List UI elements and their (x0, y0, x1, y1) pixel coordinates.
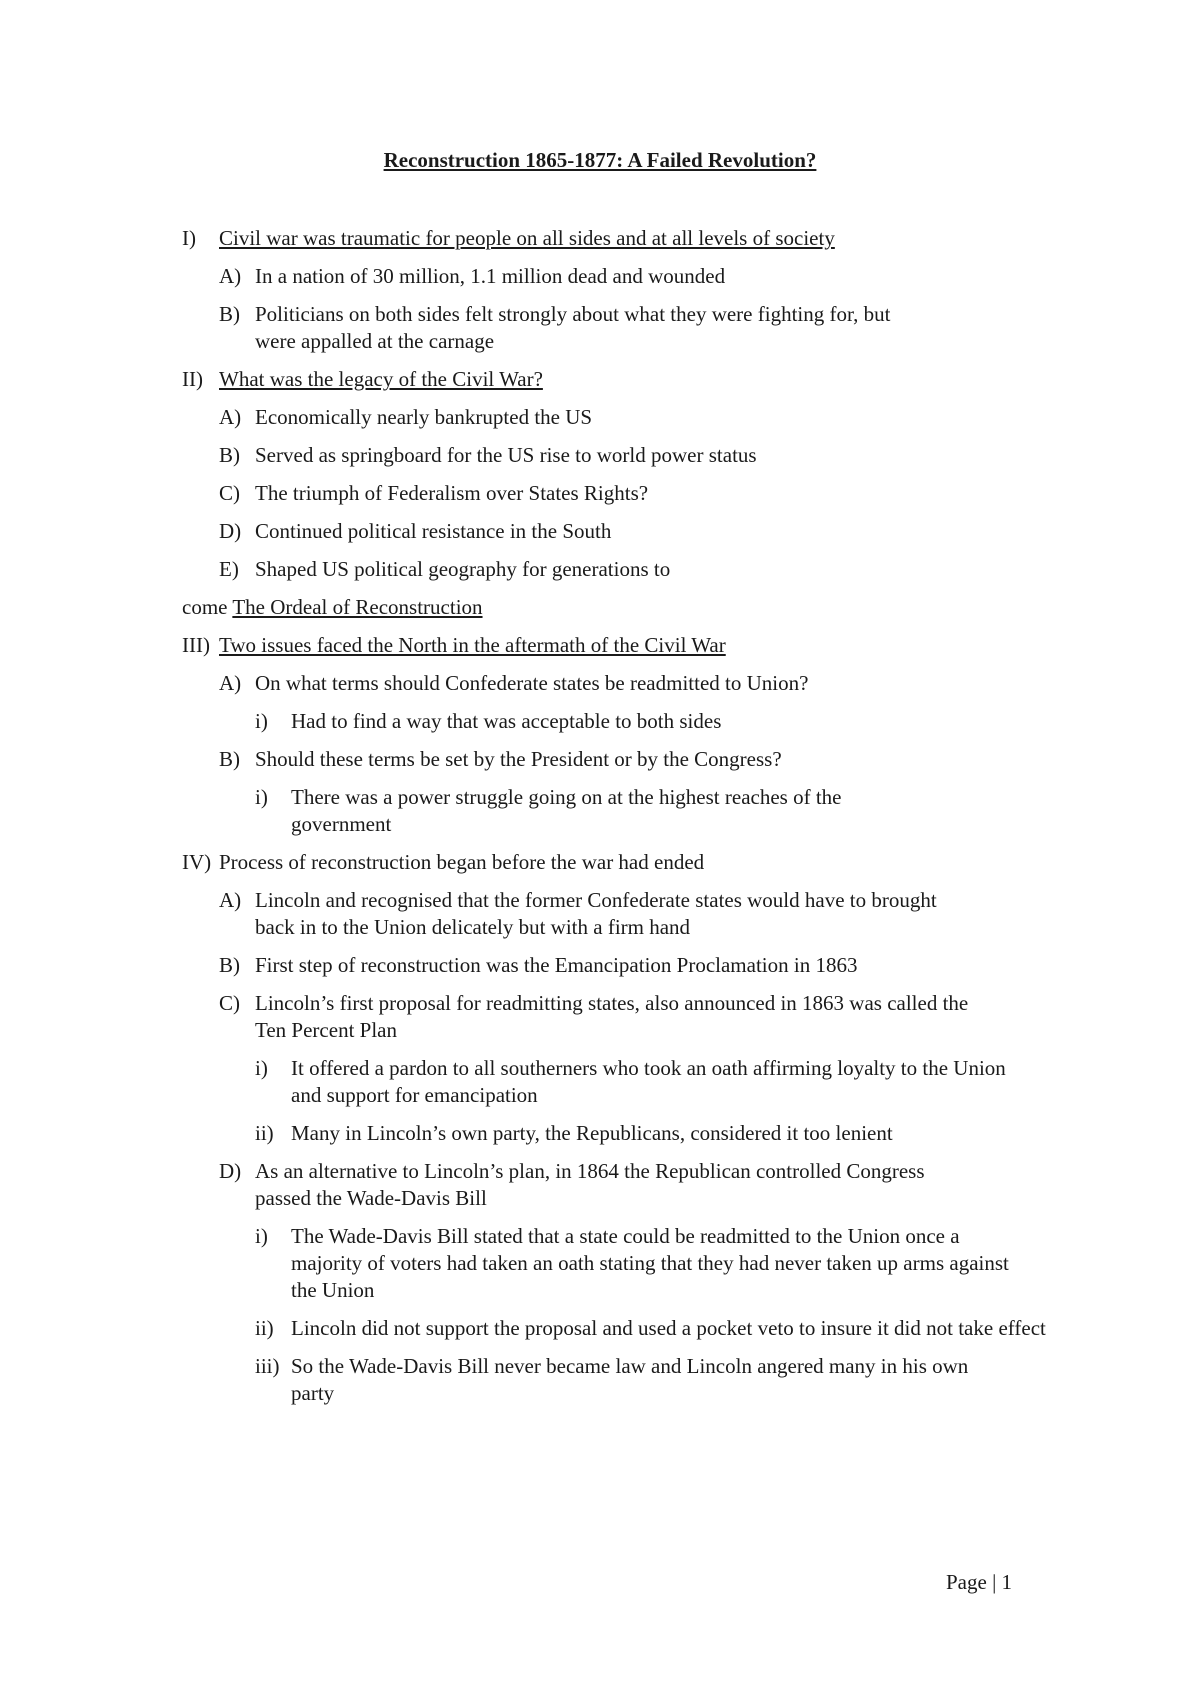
list-item-text: Continued political resistance in the South (255, 519, 612, 543)
list-marker: C) (219, 481, 240, 505)
list-marker: ii) (255, 1121, 274, 1145)
list-item-text: The Wade-Davis Bill stated that a state could be readmitted to the Union once a majority of voters had taken an oath stating that they had never taken up arms against the Union (291, 1224, 1009, 1302)
page-number: Page | 1 (946, 1570, 1013, 1594)
list-marker: B) (219, 302, 240, 326)
list-item-text: Lincoln did not support the proposal and used a pocket veto to insure it did not take effect (291, 1316, 1046, 1340)
outline-item-l2 (0, 404, 1200, 431)
list-item-text: Shaped US political geography for generations to (255, 557, 671, 581)
list-marker: C) (219, 991, 240, 1015)
outline-item-l2 (0, 990, 1200, 1044)
list-marker: i) (255, 1056, 268, 1080)
outline-item-l2 (0, 263, 1200, 290)
list-item-text: As an alternative to Lincoln’s plan, in 1864 the Republican controlled Congress passed the Wade-Davis Bill (255, 1159, 925, 1210)
list-marker: I) (182, 226, 196, 250)
outline-item-l1 (0, 366, 1200, 393)
list-marker: i) (255, 709, 268, 733)
outline-item-l3 (0, 1315, 1200, 1342)
list-marker: A) (219, 888, 242, 912)
list-item-text: On what terms should Confederate states be readmitted to Union? (255, 671, 809, 695)
outline-item-l3 (0, 784, 1200, 838)
outline-item-l2 (0, 952, 1200, 979)
list-item-text: So the Wade-Davis Bill never became law and Lincoln angered many in his own party (291, 1354, 969, 1405)
list-marker: IV) (182, 850, 212, 874)
outline-item-l1 (0, 225, 1200, 252)
list-item-text: Lincoln and recognised that the former Confederate states would have to brought back in to the Union delicately but with a firm hand (255, 888, 937, 939)
list-marker: D) (219, 519, 242, 543)
list-marker: A) (219, 264, 242, 288)
list-marker: A) (219, 671, 242, 695)
continuation-text: come (182, 595, 233, 619)
outline-item-l2 (0, 887, 1200, 941)
outline-item-l2 (0, 442, 1200, 469)
list-item-text: First step of reconstruction was the Emancipation Proclamation in 1863 (255, 953, 858, 977)
list-marker: B) (219, 443, 240, 467)
list-marker: i) (255, 1224, 268, 1248)
list-item-text: Politicians on both sides felt strongly about what they were fighting for, but were appalled at the carnage (255, 302, 891, 353)
outline-item-l2 (0, 670, 1200, 697)
list-marker: II) (182, 367, 203, 391)
outline-item-l2 (0, 480, 1200, 507)
section-heading: Civil war was traumatic for people on all sides and at all levels of society (219, 226, 835, 250)
list-marker: E) (219, 557, 239, 581)
list-marker: A) (219, 405, 242, 429)
outline-item-l2 (0, 556, 1200, 583)
list-item-text: Had to find a way that was acceptable to both sides (291, 709, 722, 733)
list-item-text: Served as springboard for the US rise to world power status (255, 443, 757, 467)
list-marker: B) (219, 953, 240, 977)
list-marker: ii) (255, 1316, 274, 1340)
section-heading: Two issues faced the North in the aftermath of the Civil War (219, 633, 726, 657)
list-item-text: There was a power struggle going on at the highest reaches of the government (291, 785, 842, 836)
document-title: Reconstruction 1865-1877: A Failed Revolution? (383, 148, 817, 172)
list-marker: i) (255, 785, 268, 809)
outline-item-l1 (0, 632, 1200, 659)
subheading: The Ordeal of Reconstruction (232, 595, 483, 619)
list-item-text: Economically nearly bankrupted the US (255, 405, 593, 429)
list-item-text: Should these terms be set by the President or by the Congress? (255, 747, 782, 771)
outline-item-l3 (0, 1353, 1200, 1407)
outline-item-l2 (0, 301, 1200, 355)
list-marker: B) (219, 747, 240, 771)
outline-item-l1 (0, 849, 1200, 876)
list-item-text: In a nation of 30 million, 1.1 million dead and wounded (255, 264, 726, 288)
list-marker: III) (182, 633, 210, 657)
outline-item-l2 (0, 1158, 1200, 1212)
list-item-text: The triumph of Federalism over States Rights? (255, 481, 649, 505)
outline-item-l3 (0, 1223, 1200, 1304)
outline-item-l2 (0, 746, 1200, 773)
outline (0, 225, 1200, 1407)
outline-item-l3 (0, 708, 1200, 735)
outline-item-l3 (0, 1055, 1200, 1109)
outline-item-l2 (0, 518, 1200, 545)
section-heading: Process of reconstruction began before the war had ended (219, 850, 705, 874)
list-marker: iii) (255, 1354, 280, 1378)
list-item-text: Many in Lincoln’s own party, the Republicans, considered it too lenient (291, 1121, 893, 1145)
list-item-text: Lincoln’s first proposal for readmitting states, also announced in 1863 was called the Ten Percent Plan (255, 991, 969, 1042)
list-marker: D) (219, 1159, 242, 1183)
outline-item-l3 (0, 1120, 1200, 1147)
subheading-line (182, 594, 1200, 621)
list-item-text: It offered a pardon to all southerners who took an oath affirming loyalty to the Union and support for emancipation (291, 1056, 1006, 1107)
section-heading: What was the legacy of the Civil War? (219, 367, 543, 391)
